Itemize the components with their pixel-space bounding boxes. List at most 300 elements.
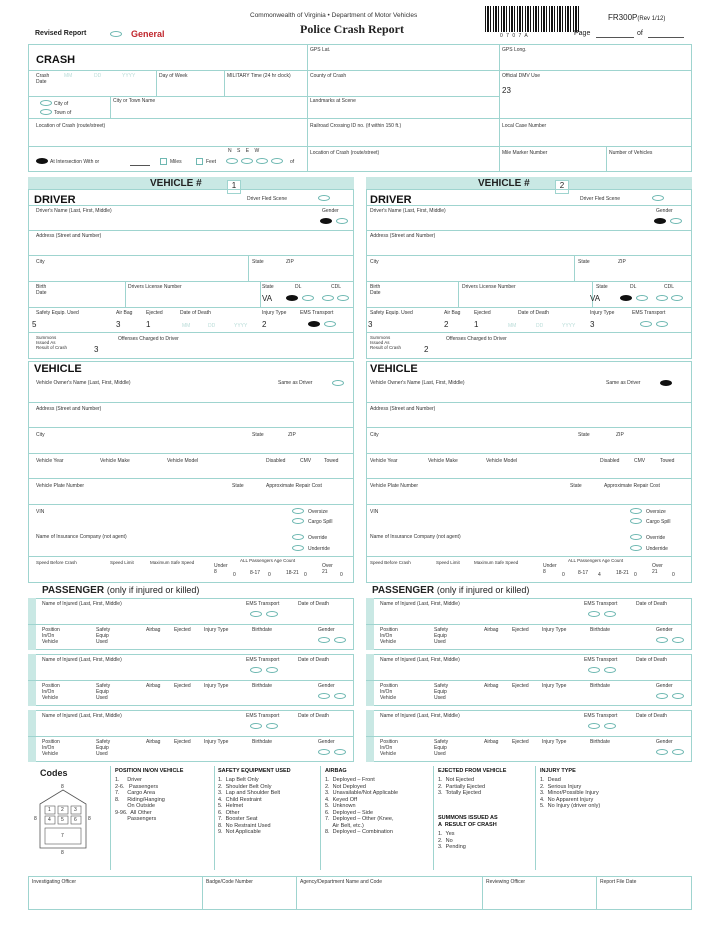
p6-name-label[interactable]: Name of Injured (Last, First, Middle) [380, 713, 460, 719]
p3-name-label[interactable]: Name of Injured (Last, First, Middle) [42, 657, 122, 663]
city-town-name-label[interactable]: City or Town Name [113, 98, 156, 104]
v1-oversize-checkbox[interactable] [292, 508, 304, 514]
p3-ejected-label[interactable]: Ejected [174, 683, 191, 689]
p5-dod-label[interactable]: Date of Death [298, 713, 329, 719]
v2-safety-label: Safety Equip. Used [370, 310, 413, 316]
p5-gender-female[interactable] [334, 749, 346, 755]
miles-checkbox[interactable] [160, 158, 167, 165]
v1-state-value: VA [262, 294, 273, 303]
v2-injury-label: Injury Type [590, 310, 615, 316]
v1-summons-value[interactable]: 3 [94, 345, 99, 354]
v1-count-over21[interactable]: 0 [340, 572, 343, 578]
vehicle2-number: 2 [555, 180, 569, 194]
crash-dd[interactable]: DD [94, 73, 102, 79]
v1-oversize-label: Oversize [308, 509, 328, 515]
v1-dod-dd: DD [208, 323, 216, 329]
seat-label-1: 1 [48, 807, 51, 813]
crash-title: CRASH [36, 54, 76, 66]
p5-ems-label: EMS Transport [246, 713, 280, 719]
official-dmv-value: 23 [502, 86, 511, 95]
v1-underride-checkbox[interactable] [292, 545, 304, 551]
v1-city-label[interactable]: City [36, 259, 45, 265]
v1-dl-no[interactable] [302, 295, 314, 301]
v1-cargo-checkbox[interactable] [292, 518, 304, 524]
p1-gender-female[interactable] [334, 637, 346, 643]
railroad-label[interactable]: Railroad Crossing ID no. (if within 150 ft.) [310, 123, 402, 129]
p4-birthdate-label[interactable]: Birthdate [590, 683, 611, 689]
v2-ejected-value[interactable]: 1 [474, 320, 479, 329]
v2-offenses-label[interactable]: Offenses Charged to Driver [446, 336, 507, 342]
p4-ems-no[interactable] [604, 667, 616, 673]
p1-ejected-label[interactable]: Ejected [174, 627, 191, 633]
north-radio[interactable] [226, 158, 238, 164]
p4-dod-label[interactable]: Date of Death [636, 657, 667, 663]
v1-gender-male[interactable] [320, 218, 332, 224]
town-of-label: Town of [54, 110, 72, 116]
p3-injury-label[interactable]: Injury Type [204, 683, 229, 689]
v2-summons-value[interactable]: 2 [424, 345, 429, 354]
seat-label-4: 4 [48, 817, 51, 823]
p5-gender-label: Gender [318, 739, 335, 745]
v2-safety-value[interactable]: 3 [368, 320, 373, 329]
v1-vin-label[interactable]: VIN [36, 509, 45, 515]
v2-plate-label[interactable]: Vehicle Plate Number [370, 483, 419, 489]
p1-gender-male[interactable] [318, 637, 330, 643]
v2-count-over21[interactable]: 0 [672, 572, 675, 578]
vehicle1-number: 1 [227, 180, 241, 194]
p3-ems-no[interactable] [266, 667, 278, 673]
p6-safety-label[interactable]: Safety Equip Used [434, 739, 449, 757]
v1-safety-value[interactable]: 5 [32, 320, 37, 329]
v1-ems-no[interactable] [324, 321, 336, 327]
v1-plate-label[interactable]: Vehicle Plate Number [36, 483, 85, 489]
v2-dod-label[interactable]: Date of Death [518, 310, 549, 316]
p6-ems-yes[interactable] [588, 723, 600, 729]
p4-gender-label: Gender [656, 683, 673, 689]
p6-ems-label: EMS Transport [584, 713, 618, 719]
p6-ejected-label[interactable]: Ejected [512, 739, 529, 745]
v1-make-label[interactable]: Vehicle Make [100, 458, 130, 464]
v2-same-label: Same as Driver [606, 380, 641, 386]
v2-pass-count-label: ALL Passengers Age Count [568, 558, 624, 563]
v1-fled-checkbox[interactable] [318, 195, 330, 201]
safety-codes-list: 1. Lap Belt Only 2. Shoulder Belt Only 3. Lap and Shoulder Belt 4. Child Restraint 5. Helmet 6. Other 7. Booster Seat 8. No Restraint Used 9. Not Applicable [218, 777, 281, 835]
seat-diagram [34, 784, 92, 856]
p2-dod-label[interactable]: Date of Death [636, 601, 667, 607]
p4-gender-male[interactable] [656, 693, 668, 699]
injury-codes-heading: INJURY TYPE [540, 768, 576, 774]
v1-dod-label[interactable]: Date of Death [180, 310, 211, 316]
v1-license-label[interactable]: Drivers License Number [128, 284, 182, 290]
location2-label[interactable]: Location of Crash (route/street) [310, 150, 380, 156]
v2-oversize-label: Oversize [646, 509, 666, 515]
p3-gender-female[interactable] [334, 693, 346, 699]
p6-gender-female[interactable] [672, 749, 684, 755]
p4-ems-label: EMS Transport [584, 657, 618, 663]
agency-label[interactable]: Agency/Department Name and Code [300, 879, 382, 885]
v1-underride-label: Underride [308, 546, 330, 552]
v2-owner-zip-label[interactable]: ZIP [616, 432, 624, 438]
v1-summons-label: Summons Issued As Result of Crash [36, 335, 68, 350]
seat-label-7: 7 [61, 833, 64, 839]
p3-dod-label[interactable]: Date of Death [298, 657, 329, 663]
at-intersection-checkbox[interactable] [36, 158, 48, 164]
p5-birthdate-label[interactable]: Birthdate [252, 739, 273, 745]
county-label[interactable]: County of Crash [310, 73, 347, 79]
v2-birth-label[interactable]: Birth Date [370, 284, 381, 296]
v1-repair-label[interactable]: Approximate Repair Cost [266, 483, 322, 489]
v2-over21-label: Over 21 [652, 563, 663, 575]
v1-owner-zip-label[interactable]: ZIP [288, 432, 296, 438]
v1-cdl-yes[interactable] [322, 295, 334, 301]
v2-cdl-yes[interactable] [656, 295, 668, 301]
v2-state-label[interactable]: State [578, 259, 590, 265]
v2-ems-no[interactable] [656, 321, 668, 327]
p6-ems-no[interactable] [604, 723, 616, 729]
v2-cdl-no[interactable] [671, 295, 683, 301]
v2-owner-address-label[interactable]: Address (Street and Number) [370, 406, 436, 412]
v2-cdl-label: CDL [664, 284, 675, 290]
v2-speed-before-label[interactable]: Speed Before Crash [370, 560, 411, 565]
p2-safety-label[interactable]: Safety Equip Used [434, 627, 449, 645]
p6-birthdate-label[interactable]: Birthdate [590, 739, 611, 745]
p1-airbag-label[interactable]: Airbag [146, 627, 161, 633]
p3-airbag-label[interactable]: Airbag [146, 683, 161, 689]
v2-insurance-label[interactable]: Name of Insurance Company (not agent) [370, 534, 461, 540]
direction-of-label: of [290, 159, 295, 165]
v1-dl-yes[interactable] [286, 295, 298, 301]
v1-override-checkbox[interactable] [292, 534, 304, 540]
v1-airbag-value[interactable]: 3 [116, 320, 121, 329]
v1-gender-female[interactable] [336, 218, 348, 224]
p2-position-label[interactable]: Position In/On Vehicle [380, 627, 398, 645]
v1-cmv-label[interactable]: CMV [300, 458, 312, 464]
feet-checkbox[interactable] [196, 158, 203, 165]
page-label: Page [574, 30, 591, 37]
local-case-label[interactable]: Local Case Number [502, 123, 547, 129]
p4-airbag-label[interactable]: Airbag [484, 683, 499, 689]
p1-position-label[interactable]: Position In/On Vehicle [42, 627, 60, 645]
p2-ems-no[interactable] [604, 611, 616, 617]
v1-zip-label[interactable]: ZIP [286, 259, 294, 265]
p4-position-label[interactable]: Position In/On Vehicle [380, 683, 398, 701]
v1-driver-name-label[interactable]: Driver's Name (Last, First, Middle) [36, 208, 112, 214]
p5-name-label[interactable]: Name of Injured (Last, First, Middle) [42, 713, 122, 719]
v2-address-label[interactable]: Address (Street and Number) [370, 233, 436, 239]
v2-repair-label[interactable]: Approximate Repair Cost [604, 483, 660, 489]
p4-injury-label[interactable]: Injury Type [542, 683, 567, 689]
p1-ems-no[interactable] [266, 611, 278, 617]
v1-address-label[interactable]: Address (Street and Number) [36, 233, 102, 239]
seat-label-rear: 8 [61, 850, 64, 856]
revised-report-checkbox[interactable] [110, 31, 122, 37]
revised-report-label: Revised Report [35, 30, 87, 37]
p5-position-label[interactable]: Position In/On Vehicle [42, 739, 60, 757]
v1-birth-label[interactable]: Birth Date [36, 284, 47, 296]
v1-max-safe-label[interactable]: Maximum Safe Speed [150, 560, 195, 565]
v1-owner-label[interactable]: Vehicle Owner's Name (Last, First, Middle) [36, 380, 131, 386]
summons-codes-heading: SUMMONS ISSUED AS A RESULT OF CRASH [438, 815, 498, 828]
p3-safety-label[interactable]: Safety Equip Used [96, 683, 111, 701]
airbag-codes-list: 1. Deployed – Front 2. Not Deployed 3. Unavailable/Not Applicable 4. Keyed Off 5. Unknown 6. Deployed – Side 7. Deployed – Other (Knee, Air Belt, etc.) 8. Deployed – Combination [325, 777, 399, 835]
ejected-codes-list: 1. Not Ejected 2. Partially Ejected 3. Totally Ejected [438, 777, 486, 796]
agency-name: Commonwealth of Virginia • Department of Motor Vehicles [250, 12, 418, 19]
p2-ejected-label[interactable]: Ejected [512, 627, 529, 633]
v2-count-under8[interactable]: 0 [562, 572, 565, 578]
seat-label-5: 5 [61, 817, 64, 823]
p5-safety-label[interactable]: Safety Equip Used [96, 739, 111, 757]
p3-gender-label: Gender [318, 683, 335, 689]
v2-underride-label: Underride [646, 546, 668, 552]
p3-ems-label: EMS Transport [246, 657, 280, 663]
reviewing-officer-label[interactable]: Reviewing Officer [486, 879, 526, 885]
miles-label: Miles [170, 159, 182, 165]
v2-max-safe-label[interactable]: Maximum Safe Speed [474, 560, 519, 565]
v2-gender-label: Gender [656, 208, 673, 214]
city-of-label: City of [54, 101, 69, 107]
v1-18-21-label: 18-21 [286, 570, 299, 576]
v2-disabled-label[interactable]: Disabled [600, 458, 620, 464]
v2-injury-value[interactable]: 3 [590, 320, 595, 329]
v1-owner-address-label[interactable]: Address (Street and Number) [36, 406, 102, 412]
p5-injury-label[interactable]: Injury Type [204, 739, 229, 745]
gps-lat-label: GPS Lat. [310, 47, 331, 53]
v2-fled-label: Driver Fled Scene [580, 196, 621, 202]
p3-ems-yes[interactable] [250, 667, 262, 673]
general-label: General [131, 29, 165, 39]
safety-codes-heading: SAFETY EQUIPMENT USED [218, 768, 291, 774]
v1-ems-label: EMS Transport [300, 310, 334, 316]
v1-speed-before-label[interactable]: Speed Before Crash [36, 560, 77, 565]
v1-cdl-no[interactable] [337, 295, 349, 301]
vehicle2-vehicle-title: VEHICLE [370, 363, 418, 375]
v2-cmv-label[interactable]: CMV [634, 458, 646, 464]
p6-dod-label[interactable]: Date of Death [636, 713, 667, 719]
v2-dl-no[interactable] [636, 295, 648, 301]
v1-same-label: Same as Driver [278, 380, 313, 386]
v2-ems-label: EMS Transport [632, 310, 666, 316]
position-codes-heading: POSITION IN/ON VEHICLE [115, 768, 184, 774]
passenger1-title: PASSENGER (only if injured or killed) [42, 585, 200, 596]
file-date-label[interactable]: Report File Date [600, 879, 637, 885]
p6-position-label[interactable]: Position In/On Vehicle [380, 739, 398, 757]
v1-state2-label: State [262, 284, 274, 290]
vehicle1-banner: VEHICLE # [150, 178, 202, 189]
p3-gender-male[interactable] [318, 693, 330, 699]
city-of-checkbox[interactable] [40, 100, 52, 106]
p2-gender-label: Gender [656, 627, 673, 633]
p6-gender-male[interactable] [656, 749, 668, 755]
p2-ems-yes[interactable] [588, 611, 600, 617]
v2-cargo-label: Cargo Spill [646, 519, 671, 525]
v2-zip-label[interactable]: ZIP [618, 259, 626, 265]
p1-ems-label: EMS Transport [246, 601, 280, 607]
p2-name-label[interactable]: Name of Injured (Last, First, Middle) [380, 601, 460, 607]
p1-safety-label[interactable]: Safety Equip Used [96, 627, 111, 645]
crash-mm[interactable]: MM [64, 73, 73, 79]
p1-ems-yes[interactable] [250, 611, 262, 617]
num-vehicles-label[interactable]: Number of Vehicles [609, 150, 653, 156]
p5-ems-no[interactable] [266, 723, 278, 729]
v1-disabled-label[interactable]: Disabled [266, 458, 286, 464]
v1-cdl-label: CDL [331, 284, 342, 290]
vehicle1-driver-title: DRIVER [34, 194, 76, 206]
form-number: FR300P(Rev 1/12) [608, 13, 666, 22]
v1-state-label[interactable]: State [252, 259, 264, 265]
v2-dl-label: DL [630, 284, 637, 290]
v1-owner-city-label[interactable]: City [36, 432, 45, 438]
v2-owner-state-label[interactable]: State [578, 432, 590, 438]
v1-plate-state-label[interactable]: State [232, 483, 244, 489]
v2-vin-label[interactable]: VIN [370, 509, 379, 515]
v2-year-label[interactable]: Vehicle Year [370, 458, 398, 464]
passenger2-title: PASSENGER (only if injured or killed) [372, 585, 530, 596]
v1-injury-value[interactable]: 2 [262, 320, 267, 329]
v2-towed-label[interactable]: Towed [660, 458, 675, 464]
p1-birthdate-label[interactable]: Birthdate [252, 627, 273, 633]
v1-pass-count-label: ALL Passengers Age Count [240, 558, 296, 563]
p2-gender-male[interactable] [656, 637, 668, 643]
barcode-digits: 0 7 0 7 A [500, 33, 529, 39]
vehicle1-vehicle-title: VEHICLE [34, 363, 82, 375]
p4-ems-yes[interactable] [588, 667, 600, 673]
v2-speed-limit-label[interactable]: Speed Limit [436, 560, 460, 565]
seat-label-right: 8 [88, 816, 91, 822]
v2-plate-state-label[interactable]: State [570, 483, 582, 489]
v1-ejected-value[interactable]: 1 [146, 320, 151, 329]
military-time-label[interactable]: MILITARY Time (24 hr clock) [227, 73, 291, 79]
v1-count-8-17[interactable]: 0 [268, 572, 271, 578]
p4-gender-female[interactable] [672, 693, 684, 699]
p1-name-label[interactable]: Name of Injured (Last, First, Middle) [42, 601, 122, 607]
v2-model-label[interactable]: Vehicle Model [486, 458, 518, 464]
crash-yyyy[interactable]: YYYY [122, 73, 136, 79]
v1-count-under8[interactable]: 0 [233, 572, 236, 578]
mile-marker-label[interactable]: Mile Marker Number [502, 150, 548, 156]
v1-towed-label[interactable]: Towed [324, 458, 339, 464]
v2-city-label[interactable]: City [370, 259, 379, 265]
position-codes-list: 1. Driver 2-6. Passengers 7. Cargo Area 8. Riding/Hanging On Outside 9-96. All Other Passengers [115, 777, 165, 822]
v2-cargo-checkbox[interactable] [630, 518, 642, 524]
v2-oversize-checkbox[interactable] [630, 508, 642, 514]
p5-airbag-label[interactable]: Airbag [146, 739, 161, 745]
v1-ems-yes[interactable] [308, 321, 320, 327]
v2-gender-male[interactable] [654, 218, 666, 224]
p5-ejected-label[interactable]: Ejected [174, 739, 191, 745]
v1-dl-label: DL [295, 284, 302, 290]
v2-gender-female[interactable] [670, 218, 682, 224]
v1-year-label[interactable]: Vehicle Year [36, 458, 64, 464]
location-label[interactable]: Location of Crash (route/street) [36, 123, 106, 129]
vehicle2-banner: VEHICLE # [478, 178, 530, 189]
v2-same-checkbox[interactable] [660, 380, 672, 386]
v1-insurance-label[interactable]: Name of Insurance Company (not agent) [36, 534, 127, 540]
seat-label-left: 8 [34, 816, 37, 822]
day-of-week-label[interactable]: Day of Week [159, 73, 188, 79]
v2-summons-label: Summons Issued As Result of Crash [370, 335, 402, 350]
feet-label: Feet [206, 159, 217, 165]
investigating-officer-label[interactable]: Investigating Officer [32, 879, 77, 885]
v1-speed-limit-label[interactable]: Speed Limit [110, 560, 134, 565]
v1-model-label[interactable]: Vehicle Model [167, 458, 199, 464]
p2-birthdate-label[interactable]: Birthdate [590, 627, 611, 633]
west-radio[interactable] [271, 158, 283, 164]
p1-injury-label[interactable]: Injury Type [204, 627, 229, 633]
town-of-checkbox[interactable] [40, 109, 52, 115]
p4-ejected-label[interactable]: Ejected [512, 683, 529, 689]
seat-label-6: 6 [74, 817, 77, 823]
v2-state2-label: State [596, 284, 608, 290]
v1-offenses-label[interactable]: Offenses Charged to Driver [118, 336, 179, 342]
east-radio[interactable] [256, 158, 268, 164]
v2-override-label: Override [646, 535, 666, 541]
v2-dl-yes[interactable] [620, 295, 632, 301]
south-radio[interactable] [241, 158, 253, 164]
v2-fled-checkbox[interactable] [652, 195, 664, 201]
v1-8-17-label: 8-17 [250, 570, 261, 576]
barcode [485, 6, 580, 32]
p6-airbag-label[interactable]: Airbag [484, 739, 499, 745]
airbag-codes-heading: AIRBAG [325, 768, 347, 774]
v1-dod-yyyy: YYYY [234, 323, 248, 329]
p3-birthdate-label[interactable]: Birthdate [252, 683, 273, 689]
p6-gender-label: Gender [656, 739, 673, 745]
p2-injury-label[interactable]: Injury Type [542, 627, 567, 633]
seat-label-2: 2 [61, 807, 64, 813]
v2-underride-checkbox[interactable] [630, 545, 642, 551]
vehicle2-driver-title: DRIVER [370, 194, 412, 206]
v2-override-checkbox[interactable] [630, 534, 642, 540]
v2-ems-yes[interactable] [640, 321, 652, 327]
p1-dod-label[interactable]: Date of Death [298, 601, 329, 607]
p6-injury-label[interactable]: Injury Type [542, 739, 567, 745]
v2-dod-dd: DD [536, 323, 544, 329]
p5-gender-male[interactable] [318, 749, 330, 755]
p4-safety-label[interactable]: Safety Equip Used [434, 683, 449, 701]
v1-gender-label: Gender [322, 208, 339, 214]
seat-label-front: 8 [61, 784, 64, 790]
v2-airbag-value[interactable]: 2 [444, 320, 449, 329]
p2-airbag-label[interactable]: Airbag [484, 627, 499, 633]
v2-state-value: VA [590, 294, 601, 303]
v2-count-8-17[interactable]: 4 [598, 572, 601, 578]
landmarks-label[interactable]: Landmarks at Scene [310, 98, 356, 104]
p4-name-label[interactable]: Name of Injured (Last, First, Middle) [380, 657, 460, 663]
v2-driver-name-label[interactable]: Driver's Name (Last, First, Middle) [370, 208, 446, 214]
v2-8-17-label: 8-17 [578, 570, 589, 576]
ejected-codes-heading: EJECTED FROM VEHICLE [438, 768, 507, 774]
v1-count-18-21[interactable]: 0 [304, 572, 307, 578]
direction-labels: N S E W [228, 148, 262, 154]
p2-gender-female[interactable] [672, 637, 684, 643]
v2-make-label[interactable]: Vehicle Make [428, 458, 458, 464]
v1-owner-state-label[interactable]: State [252, 432, 264, 438]
v2-owner-city-label[interactable]: City [370, 432, 379, 438]
p2-ems-label: EMS Transport [584, 601, 618, 607]
badge-label[interactable]: Badge/Code Number [206, 879, 253, 885]
v2-count-18-21[interactable]: 0 [634, 572, 637, 578]
v2-airbag-label: Air Bag [444, 310, 461, 316]
v1-fled-label: Driver Fled Scene [247, 196, 288, 202]
v2-owner-label[interactable]: Vehicle Owner's Name (Last, First, Middle) [370, 380, 465, 386]
v2-license-label[interactable]: Drivers License Number [462, 284, 516, 290]
v1-same-checkbox[interactable] [332, 380, 344, 386]
v2-18-21-label: 18-21 [616, 570, 629, 576]
v1-dod-mm: MM [182, 323, 191, 329]
p3-position-label[interactable]: Position In/On Vehicle [42, 683, 60, 701]
p5-ems-yes[interactable] [250, 723, 262, 729]
summons-codes-list: 1. Yes 2. No 3. Pending [438, 831, 466, 850]
